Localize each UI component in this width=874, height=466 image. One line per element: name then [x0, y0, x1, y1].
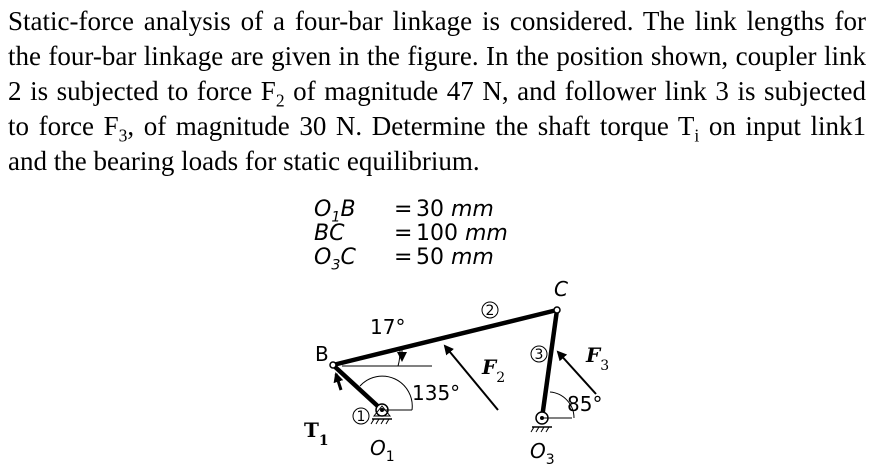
- label-c: C: [554, 277, 568, 301]
- label-o1: $O_1$: [370, 436, 395, 464]
- angle-label-17: 17°: [370, 315, 406, 339]
- label-t1: $T_1$: [304, 418, 329, 449]
- length-unit: mm: [451, 245, 494, 270]
- link-number-3: 3: [534, 347, 544, 363]
- length-value: 30: [416, 197, 444, 222]
- angle-label-135: 135°: [412, 381, 461, 405]
- length-eq: =: [394, 245, 413, 270]
- four-bar-linkage-diagram: [290, 270, 610, 464]
- label-f3: $F_3$: [586, 343, 610, 374]
- problem-text-4: on input link1 and the bearing loads for static equilibrium.: [8, 111, 867, 176]
- length-value: 50: [416, 245, 444, 270]
- label-f2: $F_2$: [482, 355, 506, 386]
- problem-sub-f3: 3: [118, 125, 128, 146]
- length-name: O: [314, 197, 332, 222]
- length-name2: B: [340, 197, 356, 222]
- length-name: O: [314, 245, 332, 270]
- length-eq: =: [394, 197, 413, 222]
- problem-text-3: , of magnitude 30 N. Determine the shaft torque T: [127, 111, 695, 141]
- ground-pivot-o3: [531, 412, 552, 432]
- joint-b: [330, 362, 336, 368]
- length-eq: =: [394, 221, 413, 246]
- length-value: 100: [416, 221, 458, 246]
- length-unit: mm: [465, 221, 508, 246]
- length-name: BC: [314, 221, 345, 246]
- link-number-1: 1: [356, 409, 366, 425]
- label-b: B: [315, 342, 329, 366]
- problem-text-1: Static-force analysis of a four-bar linkage is considered. The link lengths for the four-bar linkage are given in the figure. In the position shown, coupler link 2 is subjected to force F: [8, 6, 866, 106]
- problem-text-2: of magnitude 47 N, and follower link 3 is subjected to force F: [8, 76, 866, 141]
- ground-pivot-o1: [371, 404, 392, 424]
- joint-c: [554, 307, 560, 313]
- follower-link: [542, 310, 557, 418]
- label-o3: $O_3$: [530, 439, 555, 464]
- problem-sub-ti: i: [694, 125, 700, 146]
- link-number-2: 2: [485, 303, 495, 319]
- problem-statement: [8, 4, 866, 179]
- coupler-link: [333, 310, 557, 365]
- problem-sub-f2: 2: [275, 90, 285, 111]
- length-unit: mm: [451, 197, 494, 222]
- angle-label-85: 85°: [567, 392, 603, 416]
- length-sub: 3: [331, 257, 341, 274]
- length-name2: C: [340, 245, 356, 270]
- torque-arrow: [336, 374, 341, 390]
- length-sub: 1: [331, 209, 341, 226]
